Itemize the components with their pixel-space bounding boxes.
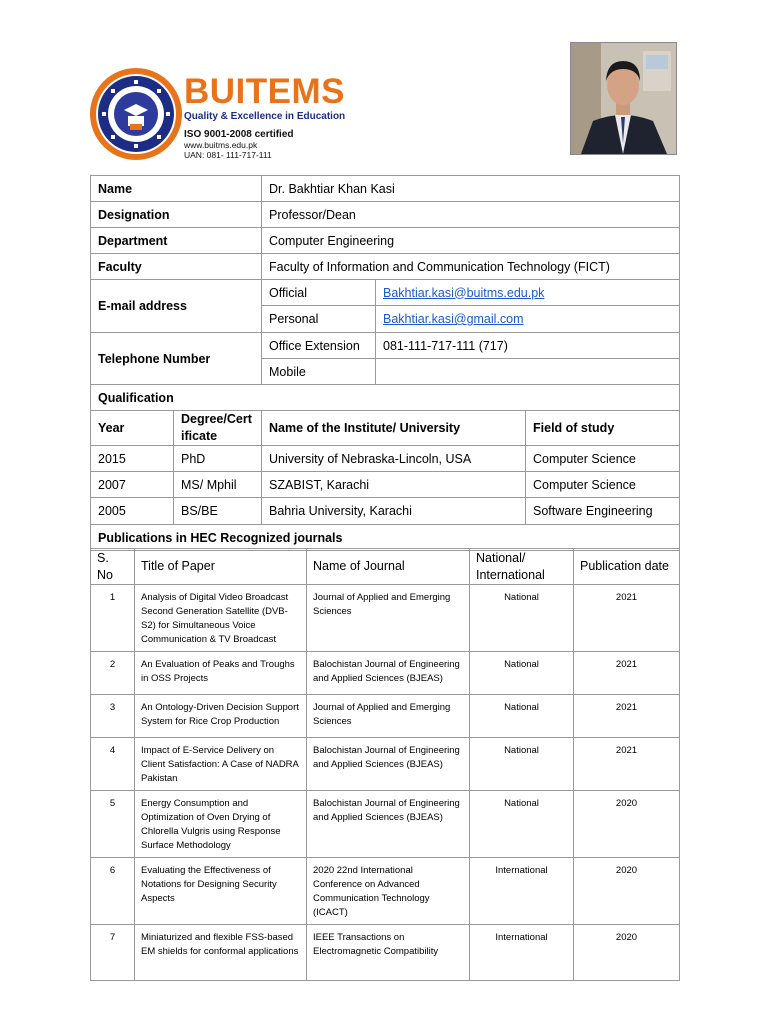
table-row: [91, 925, 680, 981]
pub-scope: National: [470, 791, 574, 858]
buitems-logo: [88, 66, 348, 162]
table-row: [91, 791, 680, 858]
qual-degree: BS/BE: [174, 498, 262, 525]
publications-table: [90, 548, 680, 981]
university-seal-icon: [88, 66, 184, 162]
pub-date: 2021: [574, 738, 680, 791]
pub-scope: National: [470, 695, 574, 738]
mobile-value: [376, 359, 680, 385]
pub-header-scope: National/ International: [470, 549, 574, 585]
office-extension-label: Office Extension: [262, 333, 376, 359]
department-label: Department: [91, 228, 262, 254]
brand-tagline: Quality & Excellence in Education: [184, 111, 346, 122]
qual-header-degree: Degree/Cert ificate: [174, 411, 262, 446]
personal-email-label: Personal: [262, 306, 376, 333]
table-row: [91, 652, 680, 695]
qual-institute: University of Nebraska-Lincoln, USA: [262, 446, 526, 472]
person-portrait-icon: [571, 43, 676, 154]
qual-degree: MS/ Mphil: [174, 472, 262, 498]
pub-title: Analysis of Digital Video Broadcast Second Generation Satellite (DVB-S2) for Simultaneous Voice Communication & TV Broadcast: [135, 585, 307, 652]
qual-degree: PhD: [174, 446, 262, 472]
qual-field: Software Engineering: [526, 498, 680, 525]
pub-header-sno: S. No: [91, 549, 135, 585]
pub-header-date: Publication date: [574, 549, 680, 585]
pub-title: An Ontology-Driven Decision Support System for Rice Crop Production: [135, 695, 307, 738]
qual-institute: SZABIST, Karachi: [262, 472, 526, 498]
faculty-value: Faculty of Information and Communication Technology (FICT): [262, 254, 680, 280]
pub-header-paper: Title of Paper: [135, 549, 307, 585]
qual-header-field: Field of study: [526, 411, 680, 446]
personal-email-link[interactable]: Bakhtiar.kasi@gmail.com: [383, 312, 524, 326]
pub-date: 2020: [574, 791, 680, 858]
qual-field: Computer Science: [526, 472, 680, 498]
official-email-link[interactable]: Bakhtiar.kasi@buitms.edu.pk: [383, 285, 545, 300]
pub-date: 2020: [574, 925, 680, 981]
website: www.buitms.edu.pk: [184, 140, 258, 150]
profile-table: [90, 175, 680, 551]
pub-date: 2020: [574, 858, 680, 925]
office-extension-value: 081-111-717-111 (717): [376, 333, 680, 359]
publications-heading: Publications in HEC Recognized journals: [91, 525, 680, 551]
profile-photo: [570, 42, 677, 155]
pub-date: 2021: [574, 585, 680, 652]
table-row: [91, 695, 680, 738]
pub-journal: IEEE Transactions on Electromagnetic Compatibility: [307, 925, 470, 981]
pub-sno: 5: [91, 791, 135, 858]
pub-title: An Evaluation of Peaks and Troughs in OSS Projects: [135, 652, 307, 695]
pub-scope: International: [470, 858, 574, 925]
qual-header-year: Year: [91, 411, 174, 446]
pub-sno: 1: [91, 585, 135, 652]
pub-scope: National: [470, 585, 574, 652]
pub-header-journal: Name of Journal: [307, 549, 470, 585]
designation-value: Professor/Dean: [262, 202, 680, 228]
pub-journal: Balochistan Journal of Engineering and Applied Sciences (BJEAS): [307, 652, 470, 695]
official-email-cell: [376, 280, 680, 306]
table-row: [91, 585, 680, 652]
faculty-label: Faculty: [91, 254, 262, 280]
name-value: Dr. Bakhtiar Khan Kasi: [262, 176, 680, 202]
department-value: Computer Engineering: [262, 228, 680, 254]
pub-scope: International: [470, 925, 574, 981]
pub-sno: 7: [91, 925, 135, 981]
pub-date: 2021: [574, 652, 680, 695]
qual-year: 2007: [91, 472, 174, 498]
email-label: E-mail address: [91, 280, 262, 333]
qual-year: 2005: [91, 498, 174, 525]
pub-sno: 4: [91, 738, 135, 791]
official-email-label: Official: [262, 280, 376, 306]
pub-sno: 2: [91, 652, 135, 695]
uan-number: UAN: 081- 111-717-111: [184, 150, 272, 160]
pub-scope: National: [470, 738, 574, 791]
qual-field: Computer Science: [526, 446, 680, 472]
table-row: [91, 498, 680, 525]
table-row: [91, 472, 680, 498]
brand-name: BUITEMS: [184, 72, 345, 111]
table-row: [91, 858, 680, 925]
name-label: Name: [91, 176, 262, 202]
qual-year: 2015: [91, 446, 174, 472]
table-row: [91, 738, 680, 791]
pub-journal: Balochistan Journal of Engineering and Applied Sciences (BJEAS): [307, 791, 470, 858]
pub-title: Impact of E-Service Delivery on Client Satisfaction: A Case of NADRA Pakistan: [135, 738, 307, 791]
personal-email-cell: [376, 306, 680, 333]
iso-cert: ISO 9001-2008 certified: [184, 129, 294, 140]
table-row: [91, 446, 680, 472]
pub-journal: Journal of Applied and Emerging Sciences: [307, 585, 470, 652]
pub-title: Miniaturized and flexible FSS-based EM shields for conformal applications: [135, 925, 307, 981]
mobile-label: Mobile: [262, 359, 376, 385]
qual-institute: Bahria University, Karachi: [262, 498, 526, 525]
pub-journal: Balochistan Journal of Engineering and Applied Sciences (BJEAS): [307, 738, 470, 791]
pub-scope: National: [470, 652, 574, 695]
phone-label: Telephone Number: [91, 333, 262, 385]
pub-journal: 2020 22nd International Conference on Advanced Communication Technology (ICACT): [307, 858, 470, 925]
pub-title: Evaluating the Effectiveness of Notations for Designing Security Aspects: [135, 858, 307, 925]
designation-label: Designation: [91, 202, 262, 228]
qual-header-institute: Name of the Institute/ University: [262, 411, 526, 446]
pub-journal: Journal of Applied and Emerging Sciences: [307, 695, 470, 738]
pub-date: 2021: [574, 695, 680, 738]
pub-sno: 3: [91, 695, 135, 738]
pub-title: Energy Consumption and Optimization of Oven Drying of Chlorella Vulgris using Response Surface Methodology: [135, 791, 307, 858]
pub-sno: 6: [91, 858, 135, 925]
qualification-heading: Qualification: [91, 385, 680, 411]
